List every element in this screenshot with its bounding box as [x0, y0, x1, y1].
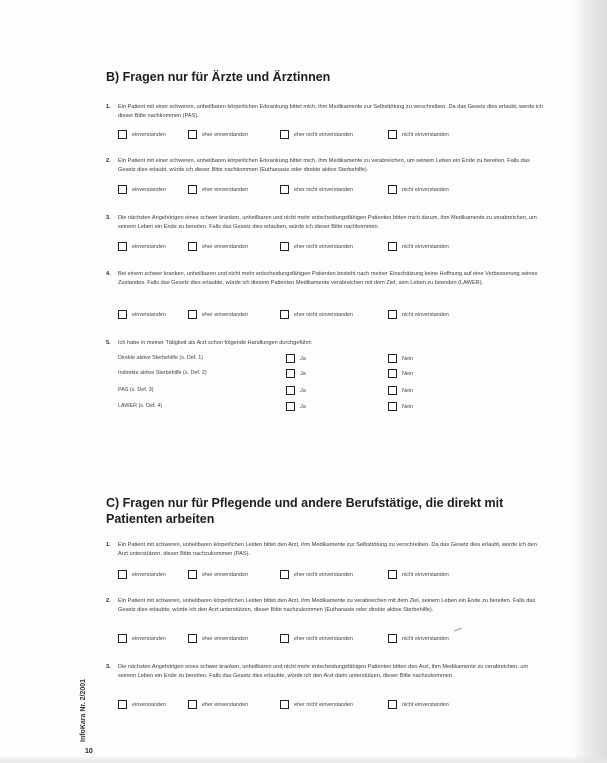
options-b1: [118, 130, 548, 140]
option-eher-einverstanden[interactable]: [188, 634, 248, 643]
checkbox[interactable]: [280, 130, 289, 139]
question-b5: [106, 339, 544, 348]
action-label: PAS (s. Def. 3): [118, 387, 154, 393]
option-eher-nicht-einverstanden[interactable]: [280, 634, 353, 643]
option-eher-einverstanden[interactable]: [188, 185, 248, 194]
checkbox[interactable]: [188, 185, 197, 194]
checkbox[interactable]: [388, 386, 397, 395]
option-label: nicht einverstanden: [402, 131, 449, 138]
option-label: eher einverstanden: [202, 701, 249, 708]
section-b-title: B) Fragen nur für Ärzte und Ärztinnen: [106, 70, 331, 84]
option-eher-einverstanden[interactable]: [188, 570, 248, 579]
option-nicht-einverstanden[interactable]: [388, 185, 449, 194]
option-eher-nicht-einverstanden[interactable]: [280, 130, 353, 139]
option-nicht-einverstanden[interactable]: [388, 130, 449, 139]
options-b4: [118, 310, 548, 320]
option-eher-einverstanden[interactable]: [188, 700, 248, 709]
action-row-direct: [118, 354, 548, 364]
checkbox[interactable]: [188, 242, 197, 251]
option-label: eher einverstanden: [202, 635, 249, 642]
question-text: Ich habe in meiner Tätigkeit als Arzt schon folgende Handlungen durchgeführt:: [118, 340, 313, 346]
checkbox[interactable]: [280, 634, 289, 643]
question-text: Die nächsten Angehörigen eines schwer kranken, unheilbaren und nicht mehr entscheidungsfähigen Patienten bitten mich darum, ihm Medikamente zu verabreichen, um seinem Leben ein Ende zu bereiten. Falls das Gesetz dies erlauben, würde ich dieser Bitte nachkommen.: [118, 215, 537, 230]
checkbox[interactable]: [280, 185, 289, 194]
option-label: eher nicht einverstanden: [294, 186, 354, 193]
option-ja[interactable]: [286, 354, 306, 363]
action-row-pas: [118, 386, 548, 396]
option-nein[interactable]: [388, 402, 413, 411]
checkbox[interactable]: [388, 185, 397, 194]
option-eher-nicht-einverstanden[interactable]: [280, 570, 353, 579]
option-label: nicht einverstanden: [402, 571, 449, 578]
option-label: nicht einverstanden: [402, 243, 449, 250]
option-label: eher nicht einverstanden: [294, 131, 354, 138]
option-eher-einverstanden[interactable]: [188, 130, 248, 139]
option-label: eher einverstanden: [202, 243, 249, 250]
action-label: Direkte aktive Sterbehilfe (s. Def. 1): [118, 355, 204, 361]
checkbox[interactable]: [388, 130, 397, 139]
checkbox[interactable]: [118, 700, 127, 709]
question-b1: [106, 103, 544, 121]
question-number: 3.: [106, 664, 111, 670]
page-number: 10: [85, 748, 93, 755]
checkbox[interactable]: [118, 242, 127, 251]
option-label: Ja: [300, 403, 306, 410]
option-nicht-einverstanden[interactable]: [388, 634, 449, 643]
option-ja[interactable]: [286, 402, 306, 411]
options-c3: [118, 700, 548, 710]
checkbox[interactable]: [280, 310, 289, 319]
checkbox[interactable]: [188, 700, 197, 709]
action-row-lawer: [118, 402, 548, 412]
option-einverstanden[interactable]: [118, 700, 166, 709]
checkbox[interactable]: [388, 570, 397, 579]
checkbox[interactable]: [280, 242, 289, 251]
option-label: Nein: [402, 370, 414, 377]
checkbox[interactable]: [118, 570, 127, 579]
checkbox[interactable]: [388, 369, 397, 378]
option-label: nicht einverstanden: [402, 635, 449, 642]
option-label: einverstanden: [132, 186, 166, 193]
option-label: einverstanden: [132, 571, 166, 578]
option-einverstanden[interactable]: [118, 634, 166, 643]
checkbox[interactable]: [388, 634, 397, 643]
option-eher-einverstanden[interactable]: [188, 242, 248, 251]
option-label: nicht einverstanden: [402, 311, 449, 318]
checkbox[interactable]: [286, 354, 295, 363]
option-label: einverstanden: [132, 635, 166, 642]
checkbox[interactable]: [388, 310, 397, 319]
question-text: Ein Patient mit schweren, unheilbaren körperlichen Leiden bittet den Arzt, ihm Medikamente zu verabreichen mit dem Ziel, seinem Leben ein Ende zu bereiten. Falls das Gesetz dies erlaubte, würde ich den Arzt unterstützen, dieser Bitte nachzukommen (Euthanasie oder direkte aktive Sterbehilfe).: [118, 598, 536, 613]
question-b3: [106, 214, 544, 232]
question-number: 3.: [106, 215, 111, 221]
question-c2: [106, 597, 544, 615]
option-eher-nicht-einverstanden[interactable]: [280, 185, 353, 194]
option-label: eher nicht einverstanden: [294, 571, 354, 578]
question-number: 4.: [106, 271, 111, 277]
option-einverstanden[interactable]: [118, 570, 166, 579]
option-eher-einverstanden[interactable]: [188, 310, 248, 319]
question-number: 1.: [106, 104, 111, 110]
question-b4: [106, 270, 544, 288]
option-label: Nein: [402, 355, 414, 362]
option-label: eher einverstanden: [202, 186, 249, 193]
checkbox[interactable]: [118, 130, 127, 139]
checkbox[interactable]: [188, 570, 197, 579]
option-label: einverstanden: [132, 701, 166, 708]
question-b2: [106, 157, 544, 175]
question-number: 2.: [106, 158, 111, 164]
checkbox[interactable]: [280, 570, 289, 579]
option-einverstanden[interactable]: [118, 310, 166, 319]
question-text: Ein Patient mit schweren, unheilbaren körperlichen Leiden bittet den Arzt, ihm Medikamente zur Selbsttötung zu verschreiben. Da das Gesetz dies erlaubt, würde ich den Arzt unterstützen, dieser Bitte nachzukommen (PAS).: [118, 542, 537, 557]
question-number: 1.: [106, 542, 111, 548]
question-text: Die nächsten Angehörigen eines schwer kranken, unheilbaren und nicht mehr entscheidungsfähigen Patienten bitten den Arzt, ihm Medikamente zu verabreichen, um seinem Leben ein Ende zu bereiten. Falls das Gesetz dies erlaubte, würde ich den Arzt darin unterstützen, dieser Bitte nachzukommen.: [118, 664, 529, 679]
checkbox[interactable]: [388, 354, 397, 363]
checkbox[interactable]: [388, 700, 397, 709]
option-label: Nein: [402, 403, 414, 410]
page-edge-shadow: [573, 0, 607, 763]
options-c2: [118, 634, 548, 644]
checkbox[interactable]: [188, 634, 197, 643]
option-label: einverstanden: [132, 243, 166, 250]
page-bottom-shade: [0, 755, 607, 763]
checkbox[interactable]: [188, 310, 197, 319]
option-nicht-einverstanden[interactable]: [388, 700, 449, 709]
option-ja[interactable]: [286, 369, 306, 378]
option-label: nicht einverstanden: [402, 701, 449, 708]
question-number: 5.: [106, 340, 111, 346]
checkbox[interactable]: [118, 310, 127, 319]
option-einverstanden[interactable]: [118, 242, 166, 251]
checkbox[interactable]: [388, 402, 397, 411]
option-nein[interactable]: [388, 369, 413, 378]
option-nein[interactable]: [388, 354, 413, 363]
question-text: Ein Patient mit einer schweren, unheilbaren körperlichen Erkrankung bittet mich, ihm Medikamente zu verabreichen, um seinem Leben ein Ende zu bereiten. Falls das Gesetz dies erlaubt, würde ich dieser Bitte nachkommen (Euthanasie oder direkte aktive Sterbehilfe).: [118, 158, 530, 173]
question-c1: [106, 541, 544, 559]
option-label: eher einverstanden: [202, 131, 249, 138]
option-einverstanden[interactable]: [118, 185, 166, 194]
question-text: Ein Patient mit einer schweren, unheilbaren körperlichen Erkrankung bittet mich, ihm Medikamente zur Selbsttötung zu verschreiben. Da das Gesetz dies erlaubt, werde ich dieser Bitte nachkommen (PAS).: [118, 104, 544, 119]
option-nicht-einverstanden[interactable]: [388, 242, 449, 251]
option-nicht-einverstanden[interactable]: [388, 570, 449, 579]
checkbox[interactable]: [286, 402, 295, 411]
options-b3: [118, 242, 548, 252]
option-label: Ja: [300, 387, 306, 394]
action-label: LAWER (s. Def. 4): [118, 403, 163, 409]
options-b2: [118, 185, 548, 195]
option-label: einverstanden: [132, 131, 166, 138]
option-eher-nicht-einverstanden[interactable]: [280, 242, 353, 251]
action-label: Indirekte aktive Sterbehilfe (s. Def. 2): [118, 370, 207, 376]
option-nicht-einverstanden[interactable]: [388, 310, 449, 319]
checkbox[interactable]: [388, 242, 397, 251]
option-label: eher einverstanden: [202, 571, 249, 578]
option-eher-nicht-einverstanden[interactable]: [280, 700, 353, 709]
option-label: nicht einverstanden: [402, 186, 449, 193]
checkbox[interactable]: [118, 634, 127, 643]
question-c3: [106, 663, 544, 681]
option-label: eher nicht einverstanden: [294, 635, 354, 642]
checkbox[interactable]: [286, 369, 295, 378]
option-einverstanden[interactable]: [118, 130, 166, 139]
option-label: einverstanden: [132, 311, 166, 318]
checkbox[interactable]: [188, 130, 197, 139]
checkbox[interactable]: [280, 700, 289, 709]
question-text: Bei einem schwer kranken, unheilbaren und nicht mehr entscheidungsfähigen Patienten besteht nach meiner Einschätzung keine Hoffnung auf eine Verbesserung seines Zustandes. Falls das Gesetz dies erlaubte, würde ich diesem Patienten Medikamente verabreichen mit dem Ziel, sein Leben zu beenden (LAWER).: [118, 271, 538, 286]
action-row-indirect: [118, 369, 548, 379]
pencil-mark: [454, 628, 462, 632]
option-label: eher nicht einverstanden: [294, 243, 354, 250]
option-label: Ja: [300, 370, 306, 377]
option-nein[interactable]: [388, 386, 413, 395]
option-label: eher einverstanden: [202, 311, 249, 318]
question-number: 2.: [106, 598, 111, 604]
checkbox[interactable]: [286, 386, 295, 395]
section-c-title: C) Fragen nur für Pflegende und andere Berufstätige, die direkt mit Patienten arbeiten: [106, 496, 504, 526]
option-label: eher nicht einverstanden: [294, 311, 354, 318]
option-label: Nein: [402, 387, 414, 394]
option-label: Ja: [300, 355, 306, 362]
checkbox[interactable]: [118, 185, 127, 194]
option-ja[interactable]: [286, 386, 306, 395]
options-c1: [118, 570, 548, 580]
option-eher-nicht-einverstanden[interactable]: [280, 310, 353, 319]
journal-label: InfoKara Nr. 2/2001: [80, 678, 87, 742]
option-label: eher nicht einverstanden: [294, 701, 354, 708]
